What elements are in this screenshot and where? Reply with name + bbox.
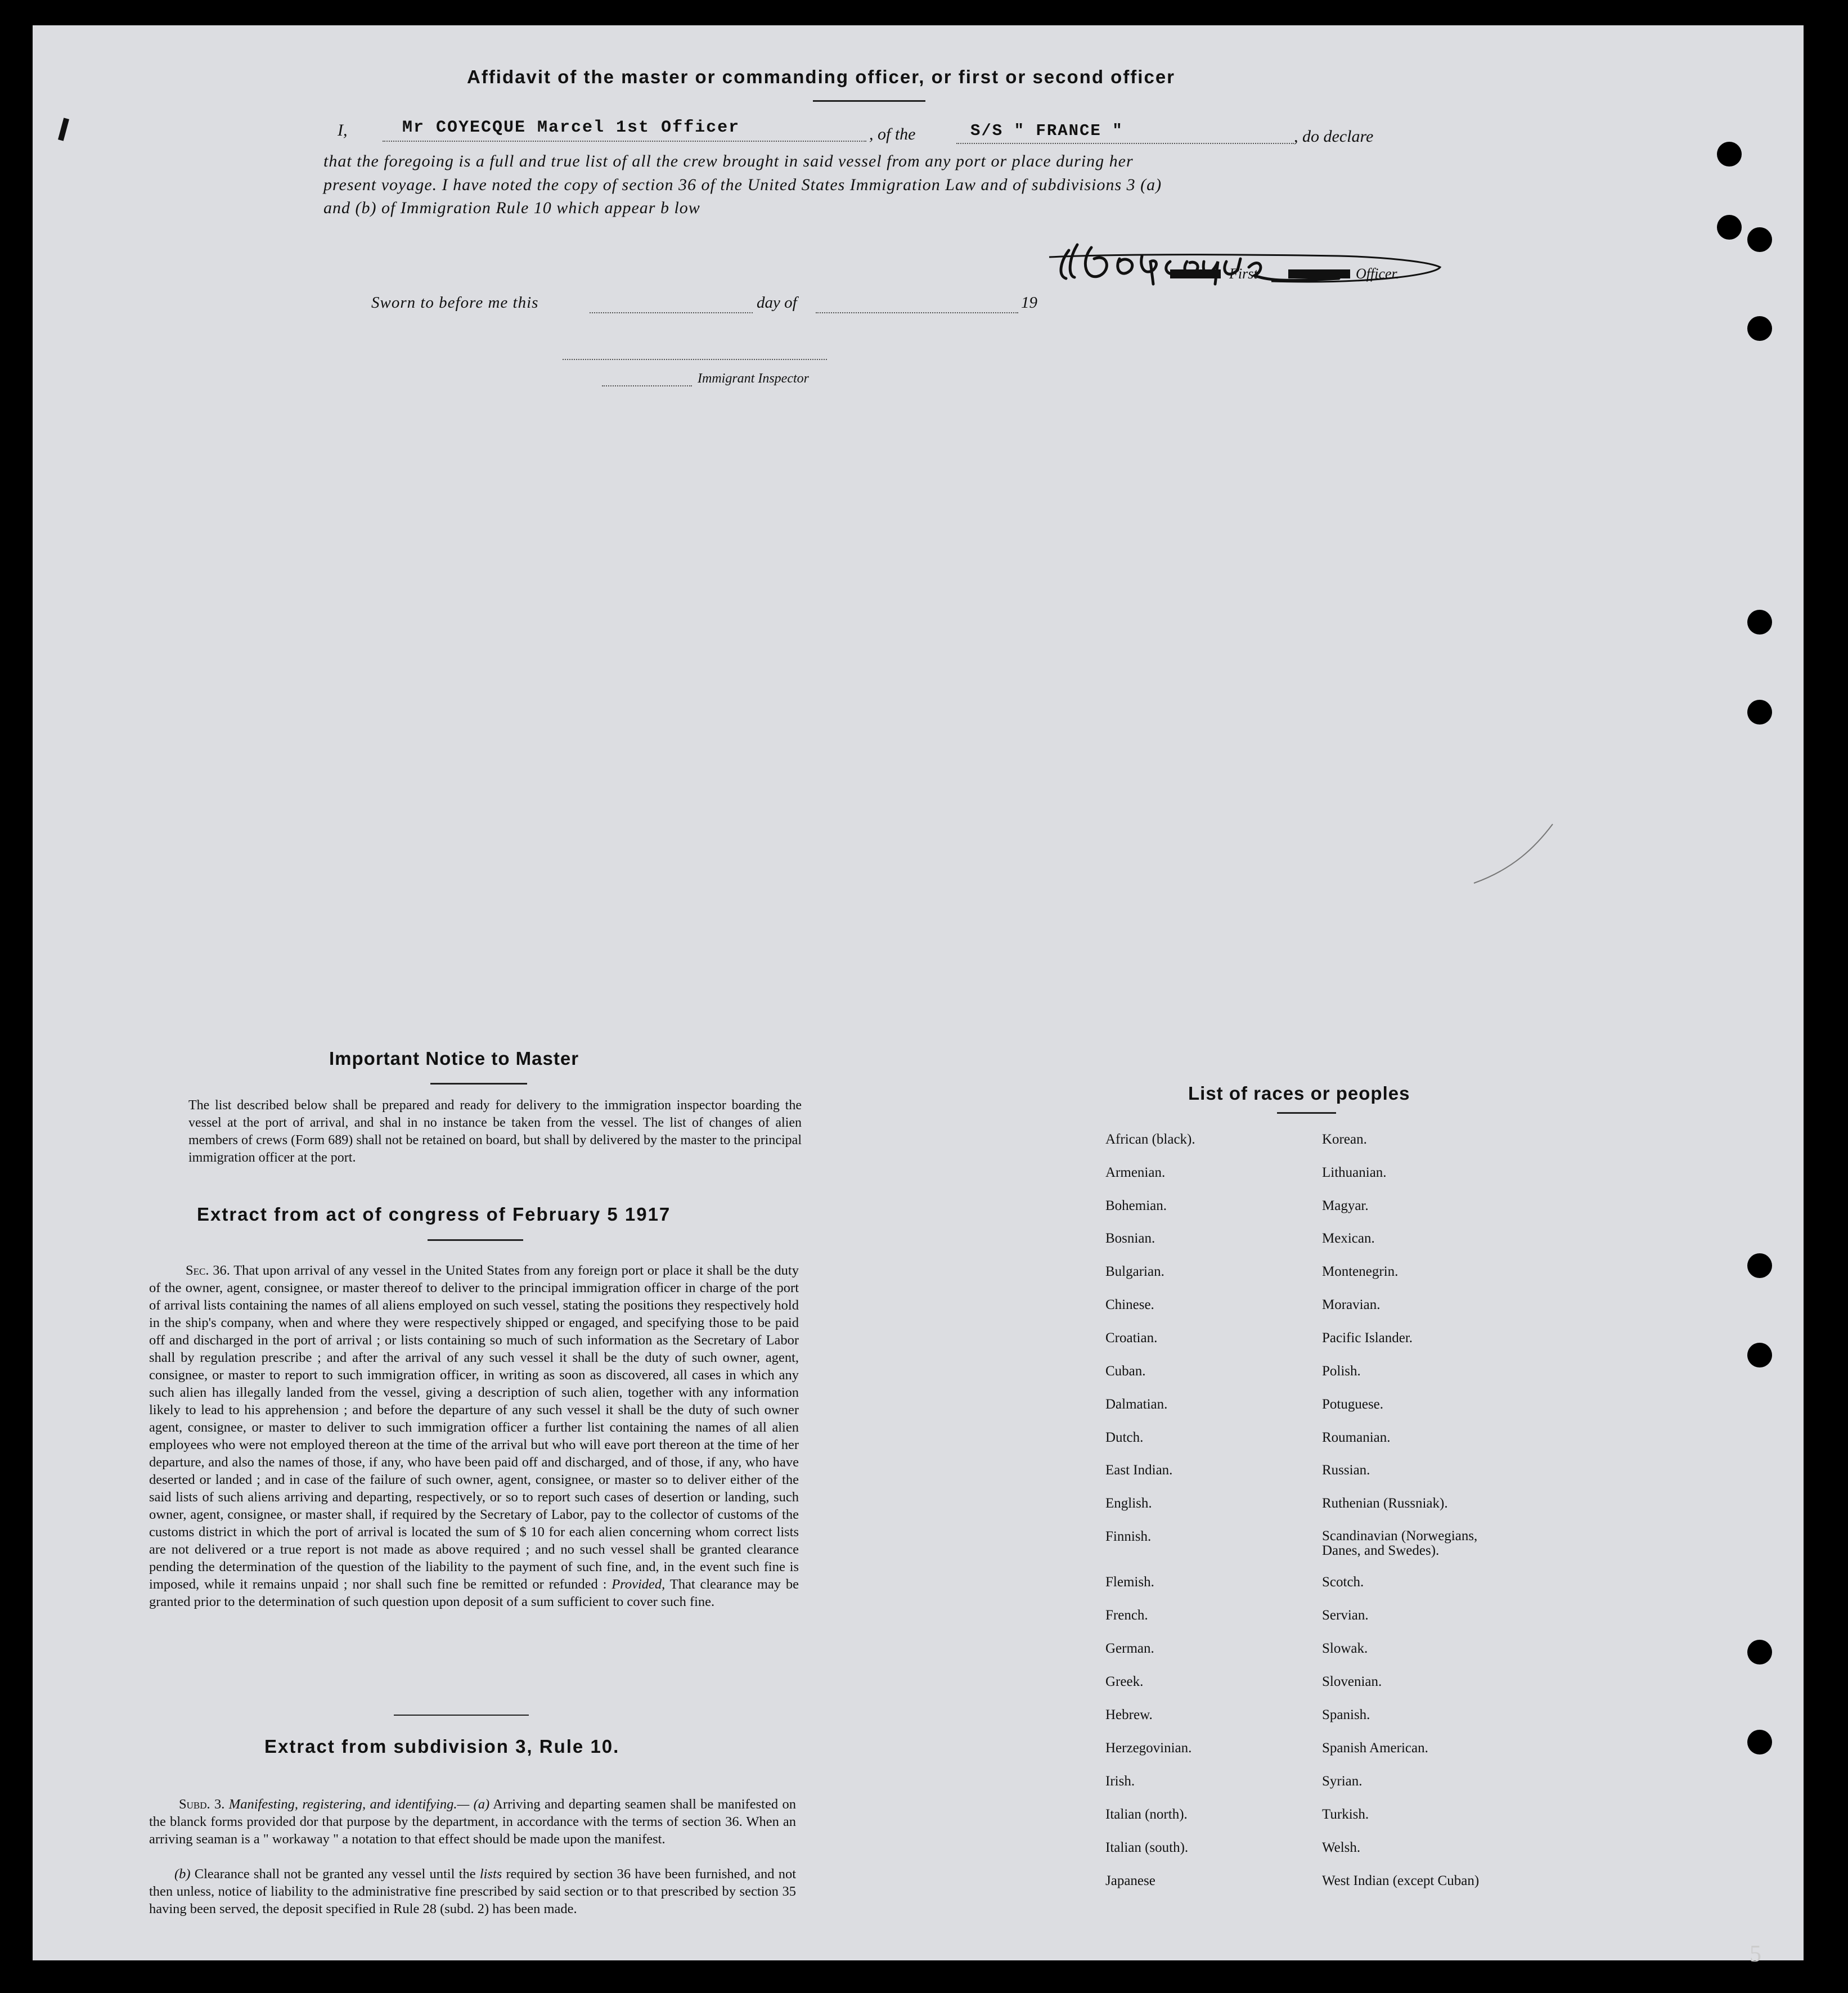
paper-sheet bbox=[33, 25, 1804, 1960]
race-item: Hebrew. bbox=[1105, 1707, 1153, 1722]
race-item: Bulgarian. bbox=[1105, 1264, 1164, 1279]
race-item: Croatian. bbox=[1105, 1330, 1158, 1346]
race-item: Dalmatian. bbox=[1105, 1397, 1168, 1412]
rule-text-b bbox=[149, 1865, 796, 1918]
rule-title: Extract from subdivision 3, Rule 10. bbox=[264, 1736, 620, 1757]
affidavit-title: Affidavit of the master or commanding officer, or first or second officer bbox=[467, 66, 1176, 87]
binder-hole bbox=[1747, 1640, 1772, 1664]
binder-hole bbox=[1747, 1730, 1772, 1754]
day-of-text: day of bbox=[757, 294, 797, 312]
act-end-rule bbox=[394, 1715, 529, 1716]
act-body-1: That upon arrival of any vessel in the United States from any foreign port or place it shall be the duty of the owner, agent, consignee, or master thereof to deliver to the principal immigration officer in charge of the port of arrival lists containing the names of all aliens employed on such vessel, stating the positions they respectively hold in the ship's company, when and where they were respectively shipped or engaged, and specifying those to be paid off and discharged in the port of arrival ; or lists containing so much of such information as the Secretary of Labor shall by regulation prescribe ; and after the arrival of any such vessel it shall be the duty of such owner, agent, consignee, or master to report to such immigration officer, in writing as soon as discovered, all cases in which any such alien has illegally landed from the vessel, giving a description of such alien, together with any information likely to lead to his apprehension ; and before the departure of any such vessel it shall be the duty of such owner agent, consignee, or master to deliver to such immigration officer a further list containing the names of all alien employees who were not employed thereon at the time of the arrival but who will eave port thereon at the time of her departure, and also the names of those, if any, who have been paid off and discharged, and of those, if any, who have deserted or landed ; and in case of the failure of such owner, agent, consignee, or master so to deliver either of the said lists of such aliens arriving and departing, respectively, or so to report such cases of desertion or landing, such owner, agent, consignee, or master shall, if required by the Secretary of Labor, pay to the collector of customs of the customs district in which the port of arrival is located the sum of $ 10 for each alien concerning whom correct lists are not delivered or a true report is not made as above required ; and no such vessel shall be granted clearance pending the determination of the question of the liability to the payment of such fine, and, in the event such fine is imposed, while it remains unpaid ; nor shall such fine be remitted or refunded : bbox=[149, 1263, 799, 1592]
affidavit-i: I, bbox=[338, 121, 348, 140]
rule-a-text: Arriving and departing seamen shall be manifested on the blanck forms provided dor that purpose by the department, in accordance with the terms of section 36. When an arriving seaman is a " workaway " a notation to that effect should be made upon the manifest. bbox=[149, 1797, 796, 1847]
race-item: Moravian. bbox=[1322, 1297, 1381, 1312]
inspector-label: Immigrant Inspector bbox=[698, 371, 809, 386]
race-item: Flemish. bbox=[1105, 1574, 1154, 1590]
race-item: Korean. bbox=[1322, 1132, 1367, 1147]
affidavit-line-3: present voyage. I have noted the copy of section 36 of the United States Immigration Law and of subdivisions 3 (a) bbox=[323, 176, 1162, 194]
race-item: French. bbox=[1105, 1608, 1148, 1623]
race-item: Polish. bbox=[1322, 1364, 1361, 1379]
race-item: Greek. bbox=[1105, 1674, 1144, 1689]
race-item: West Indian (except Cuban) bbox=[1322, 1873, 1480, 1888]
title-underline bbox=[813, 100, 925, 102]
sworn-month-line bbox=[816, 312, 1018, 313]
typed-officer-name: Mr COYECQUE Marcel 1st Officer bbox=[402, 118, 740, 137]
race-item: Lithuanian. bbox=[1322, 1165, 1387, 1180]
binder-hole bbox=[1747, 1253, 1772, 1278]
race-item: East Indian. bbox=[1105, 1463, 1173, 1478]
binder-hole bbox=[1717, 215, 1742, 240]
rule-b-lists: lists bbox=[479, 1866, 502, 1882]
rule-subd-title: Manifesting, registering, and identifying.— bbox=[228, 1797, 470, 1812]
race-item: Chinese. bbox=[1105, 1297, 1154, 1312]
race-item: Herzegovinian. bbox=[1105, 1740, 1192, 1756]
rule-a-label: (a) bbox=[473, 1797, 490, 1812]
race-item: Italian (south). bbox=[1105, 1840, 1189, 1855]
race-item: Turkish. bbox=[1322, 1807, 1369, 1822]
notice-underline bbox=[430, 1083, 527, 1085]
act-section-label: Sec. 36. bbox=[186, 1263, 230, 1278]
notice-text: The list described below shall be prepared and ready for delivery to the immigration inspector boarding the vessel at the port of arrival, and shal in no instance be taken from the vessel. The list of changes of alien members of crews (Form 689) shall not be retained on board, but shall by delivered by the master to the principal immigration officer at the port. bbox=[188, 1098, 802, 1165]
rule-b-text-1: Clearance shall not be granted any vessel until the bbox=[194, 1866, 476, 1882]
binder-hole bbox=[1747, 316, 1772, 341]
race-item: Mexican. bbox=[1322, 1231, 1375, 1246]
notice-title: Important Notice to Master bbox=[329, 1048, 579, 1069]
affidavit-do-declare: , do declare bbox=[1294, 127, 1374, 146]
race-item: Bosnian. bbox=[1105, 1231, 1155, 1246]
affidavit-line-4: and (b) of Immigration Rule 10 which appear b low bbox=[323, 199, 700, 217]
race-item: Slovenian. bbox=[1322, 1674, 1382, 1689]
binder-hole bbox=[1747, 1343, 1772, 1367]
race-item: German. bbox=[1105, 1641, 1154, 1656]
race-item: Bohemian. bbox=[1105, 1198, 1167, 1213]
race-item: Japanese bbox=[1105, 1873, 1155, 1888]
act-underline bbox=[428, 1239, 523, 1241]
rule-b-text-2: required by section 36 have been furnished, and not then unless, notice of liability to the administrative fine prescribed by said section or to that prescribed by section 35 having been served, the deposit specified in Rule 28 (subd. 2) has been made. bbox=[149, 1866, 796, 1916]
affidavit-line-2: that the foregoing is a full and true list of all the crew brought in said vessel from any port or place during her bbox=[323, 152, 1134, 170]
races-title: List of races or peoples bbox=[1188, 1083, 1410, 1104]
race-item: Cuban. bbox=[1105, 1364, 1146, 1379]
binder-hole bbox=[1747, 700, 1772, 725]
inspector-line-2 bbox=[602, 385, 692, 386]
race-item: English. bbox=[1105, 1496, 1152, 1511]
year-text: 19 bbox=[1021, 294, 1037, 312]
sworn-day-line bbox=[590, 312, 753, 313]
struck-word-2 bbox=[1288, 269, 1350, 278]
officer-first-label: First bbox=[1229, 266, 1258, 282]
vessel-line bbox=[956, 143, 1294, 144]
binder-hole bbox=[1747, 610, 1772, 635]
page-mark: 5 bbox=[1750, 1941, 1761, 1967]
race-item: Roumanian. bbox=[1322, 1430, 1391, 1445]
race-item: Pacific Islander. bbox=[1322, 1330, 1413, 1346]
pencil-stroke bbox=[1463, 816, 1558, 889]
race-item: Slowak. bbox=[1322, 1641, 1368, 1656]
rule-text-a bbox=[149, 1796, 796, 1848]
race-item: Scotch. bbox=[1322, 1574, 1364, 1590]
race-item: Servian. bbox=[1322, 1608, 1369, 1623]
typed-vessel-name: S/S " FRANCE " bbox=[970, 122, 1123, 140]
race-item: Magyar. bbox=[1322, 1198, 1369, 1213]
name-line bbox=[383, 141, 866, 142]
race-item: African (black). bbox=[1105, 1132, 1195, 1147]
race-item: Spanish. bbox=[1322, 1707, 1370, 1722]
race-item: Scandinavian (Norwegians, Danes, and Swedes). bbox=[1322, 1528, 1478, 1558]
race-item: Italian (north). bbox=[1105, 1807, 1188, 1822]
binder-hole bbox=[1747, 227, 1772, 252]
rule-b-label: (b) bbox=[174, 1866, 191, 1882]
race-item: Finnish. bbox=[1105, 1529, 1152, 1544]
officer-label: Officer. bbox=[1356, 266, 1400, 282]
race-item: Irish. bbox=[1105, 1774, 1135, 1789]
races-underline bbox=[1277, 1112, 1336, 1114]
act-provided: Provided, bbox=[611, 1577, 666, 1592]
race-item: Montenegrin. bbox=[1322, 1264, 1399, 1279]
race-item: Syrian. bbox=[1322, 1774, 1363, 1789]
inspector-line-1 bbox=[563, 359, 827, 360]
act-title: Extract from act of congress of February 5 1917 bbox=[197, 1204, 671, 1225]
race-item: Russian. bbox=[1322, 1463, 1370, 1478]
race-item: Spanish American. bbox=[1322, 1740, 1428, 1756]
race-item: Welsh. bbox=[1322, 1840, 1361, 1855]
race-item: Armenian. bbox=[1105, 1165, 1166, 1180]
sworn-text: Sworn to before me this bbox=[371, 294, 539, 312]
binder-hole bbox=[1717, 142, 1742, 167]
race-item: Potuguese. bbox=[1322, 1397, 1384, 1412]
race-item: Dutch. bbox=[1105, 1430, 1144, 1445]
rule-subd-label: Subd. 3. bbox=[179, 1797, 225, 1812]
struck-word-1 bbox=[1170, 269, 1221, 278]
affidavit-of-the: , of the bbox=[869, 125, 916, 143]
act-body-2: That clearance may be granted prior to the determination of such question upon deposit of a sum sufficient to cover such fine. bbox=[149, 1577, 799, 1609]
act-text bbox=[149, 1262, 799, 1610]
race-item: Ruthenian (Russniak). bbox=[1322, 1496, 1448, 1511]
